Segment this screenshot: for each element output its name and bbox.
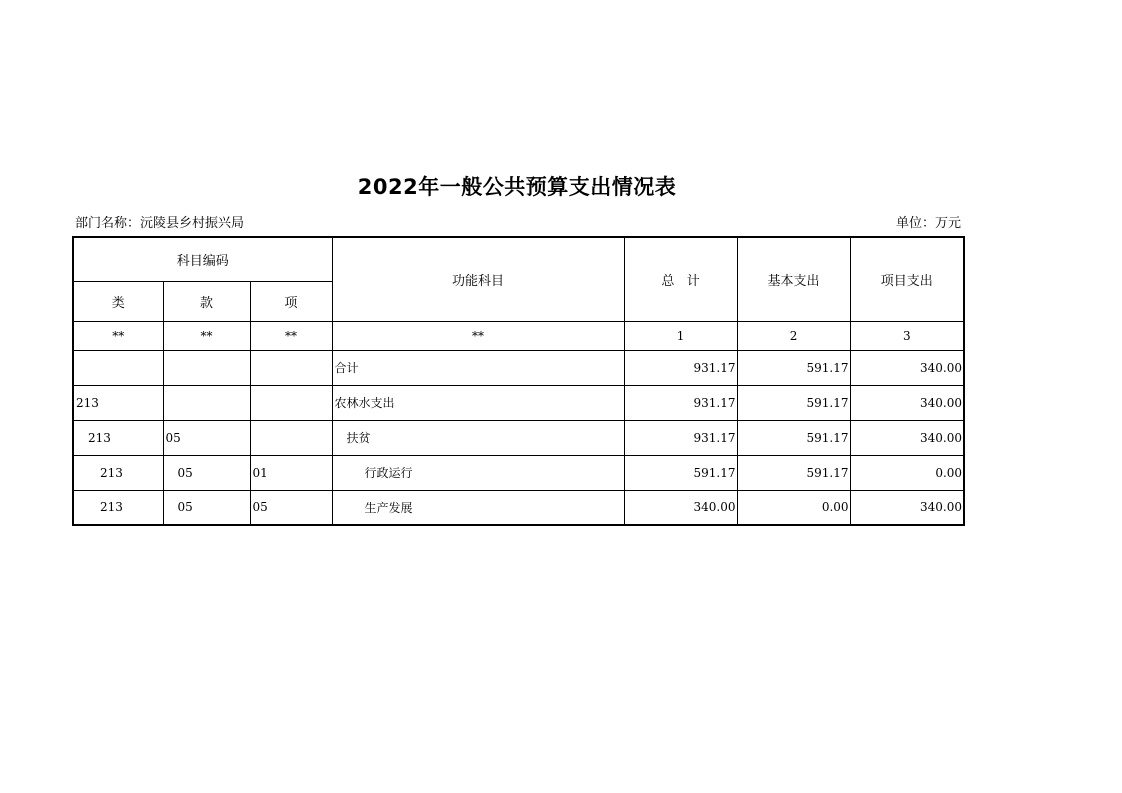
cell-project: 340.00 bbox=[850, 350, 964, 385]
header-kuan: 款 bbox=[163, 281, 250, 321]
table-row bbox=[73, 420, 964, 455]
index-cell: ** bbox=[163, 321, 250, 350]
cell-subject-name: 行政运行 bbox=[332, 455, 624, 490]
cell-xiang bbox=[250, 420, 332, 455]
header-xiang: 项 bbox=[250, 281, 332, 321]
cell-basic: 591.17 bbox=[737, 385, 850, 420]
cell-kuan: 05 bbox=[163, 455, 250, 490]
cell-lei: 213 bbox=[73, 455, 163, 490]
cell-subject-name: 合计 bbox=[332, 350, 624, 385]
cell-lei: 213 bbox=[73, 385, 163, 420]
cell-project: 340.00 bbox=[850, 385, 964, 420]
cell-total: 931.17 bbox=[624, 385, 737, 420]
budget-table bbox=[72, 236, 965, 526]
cell-subject-name: 生产发展 bbox=[332, 490, 624, 525]
cell-xiang bbox=[250, 350, 332, 385]
index-cell: ** bbox=[250, 321, 332, 350]
cell-xiang bbox=[250, 385, 332, 420]
cell-total: 931.17 bbox=[624, 350, 737, 385]
cell-basic: 0.00 bbox=[737, 490, 850, 525]
cell-subject-name: 农林水支出 bbox=[332, 385, 624, 420]
cell-xiang: 01 bbox=[250, 455, 332, 490]
table-row bbox=[73, 385, 964, 420]
cell-project: 340.00 bbox=[850, 490, 964, 525]
header-function-subject: 功能科目 bbox=[332, 237, 624, 321]
cell-total: 340.00 bbox=[624, 490, 737, 525]
index-cell: 2 bbox=[737, 321, 850, 350]
header-subject-code: 科目编码 bbox=[73, 237, 332, 281]
header-basic-expense: 基本支出 bbox=[737, 237, 850, 321]
unit-label: 单位：万元 bbox=[896, 216, 962, 231]
cell-xiang: 05 bbox=[250, 490, 332, 525]
cell-total: 931.17 bbox=[624, 420, 737, 455]
index-cell: 1 bbox=[624, 321, 737, 350]
cell-kuan: 05 bbox=[163, 490, 250, 525]
table-row bbox=[73, 455, 964, 490]
index-row bbox=[73, 321, 964, 350]
index-cell: ** bbox=[332, 321, 624, 350]
cell-project: 340.00 bbox=[850, 420, 964, 455]
cell-basic: 591.17 bbox=[737, 455, 850, 490]
cell-subject-name: 扶贫 bbox=[332, 420, 624, 455]
table-row-total bbox=[73, 350, 964, 385]
department-name: 部门名称：沅陵县乡村振兴局 bbox=[75, 216, 245, 231]
cell-lei: 213 bbox=[73, 490, 163, 525]
header-total: 总 计 bbox=[624, 237, 737, 321]
cell-total: 591.17 bbox=[624, 455, 737, 490]
header-lei: 类 bbox=[73, 281, 163, 321]
cell-kuan bbox=[163, 385, 250, 420]
index-cell: 3 bbox=[850, 321, 964, 350]
page-title: 2022年一般公共预算支出情况表 bbox=[357, 175, 677, 199]
header-row-1 bbox=[73, 237, 964, 281]
table-row bbox=[73, 490, 964, 525]
cell-kuan bbox=[163, 350, 250, 385]
cell-lei bbox=[73, 350, 163, 385]
cell-basic: 591.17 bbox=[737, 350, 850, 385]
cell-project: 0.00 bbox=[850, 455, 964, 490]
cell-basic: 591.17 bbox=[737, 420, 850, 455]
cell-lei: 213 bbox=[73, 420, 163, 455]
index-cell: ** bbox=[73, 321, 163, 350]
cell-kuan: 05 bbox=[163, 420, 250, 455]
header-project-expense: 项目支出 bbox=[850, 237, 964, 321]
